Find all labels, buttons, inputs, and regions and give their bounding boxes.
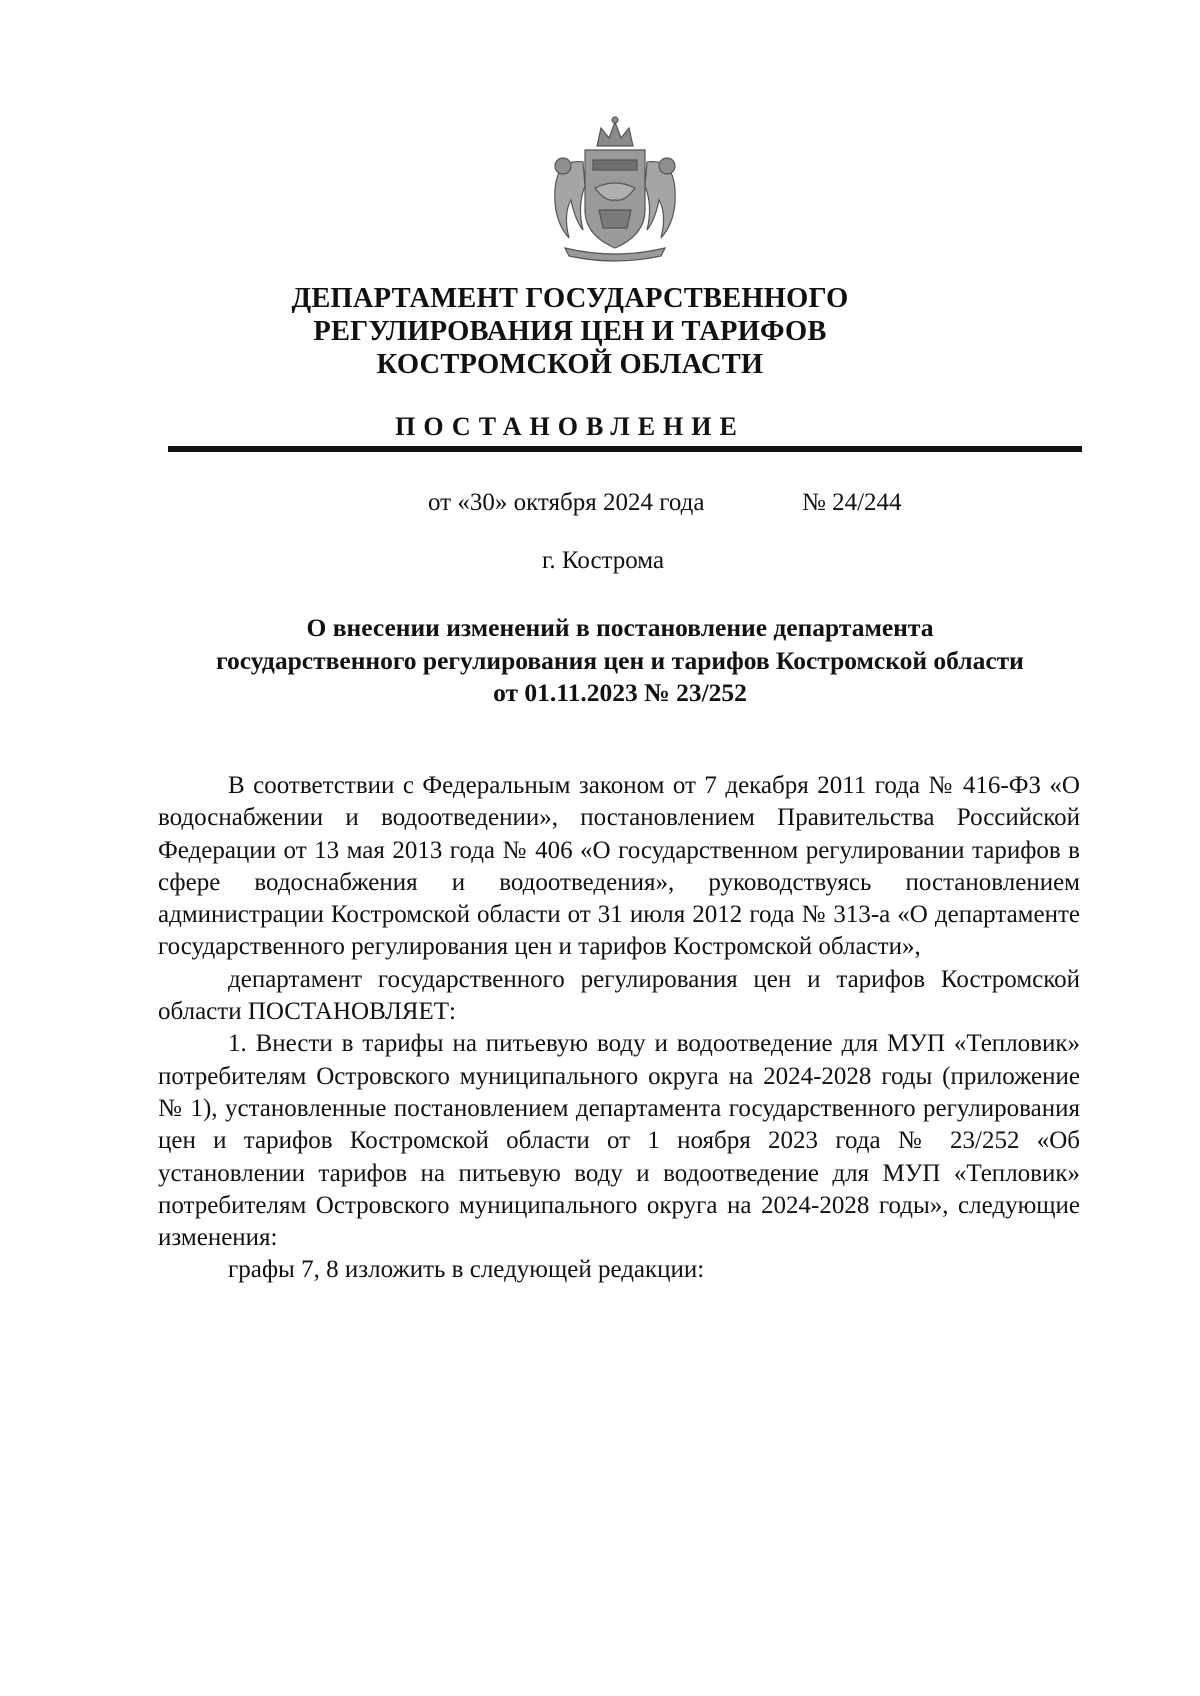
department-title-line-3: КОСТРОМСКОЙ ОБЛАСТИ [376,349,764,380]
subject-line-3: от 01.11.2023 № 23/252 [493,678,747,707]
subject-line-2: государственного регулирования цен и тарифов Костромской области [216,645,1024,675]
department-title [200,282,940,381]
document-number: № 24/244 [802,489,902,516]
body-paragraph-columns: графы 7, 8 изложить в следующей редакции: [228,1256,705,1284]
department-title-line-1: ДЕПАРТАМЕНТ ГОСУДАРСТВЕННОГО [291,283,849,314]
header-divider [168,446,1082,452]
document-date: от «30» октября 2024 года [428,489,705,516]
body-paragraph-preamble: В соответствии с Федеральным законом от 7 декабря 2011 года № 416-ФЗ «О водоснабжении и водоотведении», постановлением Правительства Российской Федерации от 13 мая 2013 года № 406 «О государственном регулировании тарифов в сфере водоснабжения и водоотведения», руководствуясь постановлением администрации Костромской области от 31 июля 2012 года № 313-а «О департаменте государственного регулирования цен и тарифов Костромской области», [158,772,1080,961]
document-body [158,770,1080,1287]
document-subject [120,612,1120,710]
department-title-line-2: РЕГУЛИРОВАНИЯ ЦЕН И ТАРИФОВ [313,316,827,347]
city-name: г. Кострома [541,547,665,574]
body-paragraph-resolves: департамент государственного регулирования цен и тарифов Костромской области ПОСТАНОВЛЯЕТ: [158,965,1080,1026]
subject-line-1: О внесении изменений в постановление департамента [306,613,934,642]
document-type-heading: ПОСТАНОВЛЕНИЕ [395,412,745,441]
body-paragraph-item-1: 1. Внести в тарифы на питьевую воду и водоотведение для МУП «Тепловик» потребителям Островского муниципального округа на 2024-2028 годы (приложение № 1), установленные постановлением департамента государственного регулирования цен и тарифов Костромской области от 1 ноября 2023 года № 23/252 «Об установлении тарифов на питьевую воду и водоотведение для МУП «Тепловик» потребителям Островского муниципального округа на 2024-2028 годы», следующие изменения: [158,1030,1080,1252]
coat-of-arms-emblem [535,110,695,270]
